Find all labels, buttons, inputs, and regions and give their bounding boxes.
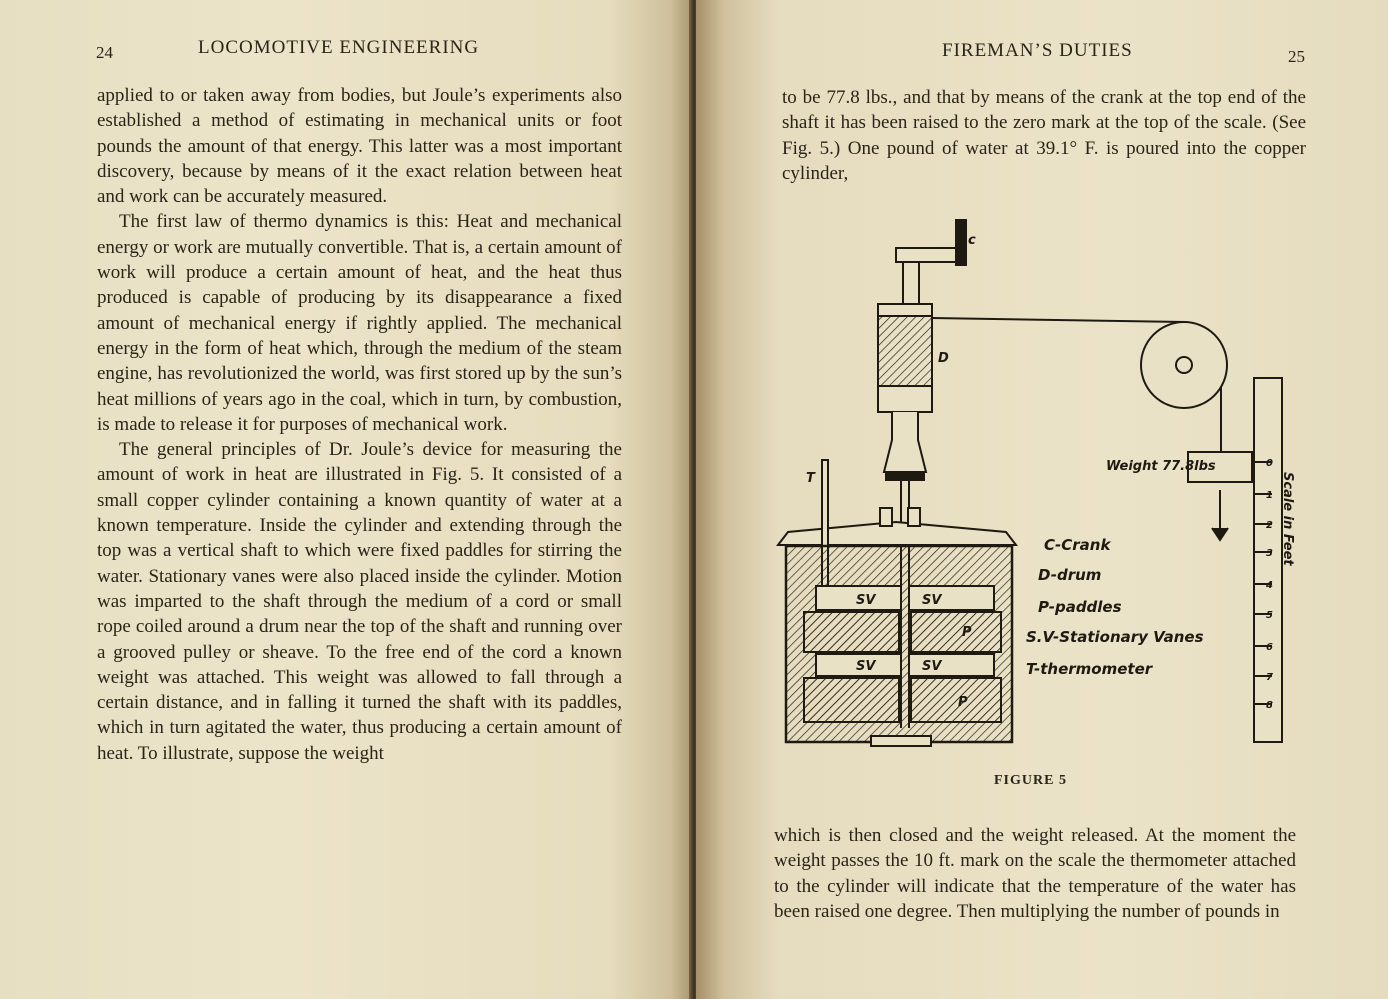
joule-apparatus-diagram <box>776 210 1316 770</box>
label-vane: SV <box>922 593 942 608</box>
legend-item: C-Crank <box>1044 536 1111 554</box>
scale-tick-label: 1 <box>1266 490 1273 501</box>
label-thermometer: T <box>806 471 815 486</box>
legend-item: T-thermometer <box>1026 660 1153 678</box>
label-vane: SV <box>856 659 876 674</box>
label-drum: D <box>938 351 949 366</box>
pulley <box>1141 322 1227 408</box>
running-head: FIREMAN’S DUTIES <box>942 40 1133 61</box>
scale-tick-label: 0 <box>1266 458 1273 469</box>
drum <box>878 304 932 412</box>
scale-in-feet <box>1254 378 1282 742</box>
legend-item: P-paddles <box>1038 598 1122 616</box>
figure-5 <box>776 210 1316 770</box>
legend-item: D-drum <box>1038 566 1102 584</box>
paragraph: applied to or taken away from bodies, but Joule’s experiments also established a method of estimating in mechanical units or foot pounds the amount of that energy. This latter was a most important discovery, because by means of it the exact relation between heat and work can be accurately measured. <box>97 85 622 208</box>
scale-tick-label: 4 <box>1266 580 1273 591</box>
scale-tick-label: 3 <box>1266 548 1273 559</box>
scale-tick-label: 8 <box>1266 700 1273 711</box>
scale-tick-label: 2 <box>1266 520 1273 531</box>
scale-tick-label: 7 <box>1266 672 1273 683</box>
page-number: 25 <box>1288 47 1305 66</box>
cylinder-lid <box>778 508 1016 545</box>
left-page <box>0 0 692 999</box>
body-text <box>97 83 622 766</box>
figure-caption: FIGURE 5 <box>994 773 1067 788</box>
legend-item: S.V-Stationary Vanes <box>1026 628 1204 646</box>
label-crank: c <box>968 233 976 248</box>
scale-tick-label: 6 <box>1266 642 1273 653</box>
body-text-bottom <box>774 823 1296 924</box>
label-scale: Scale in Feet <box>1280 472 1295 566</box>
paragraph: The first law of thermo dynamics is this: Heat and mechanical energy or work are mutually convertible. That is, a certain amount of work will produce a certain amount of heat, and the heat thus produced is capable of producing by its disappearance a fixed amount of mechanical energy if rightly applied. The mechanical energy in the form of heat which, through the medium of the steam engine, has revolutionized the world, was first stored up by the sun’s heat millions of years ago in the coal, which in turn, by combustion, is made to release it for purposes of mechanical work. <box>97 211 622 435</box>
page-number: 24 <box>96 43 113 62</box>
label-weight: Weight 77.8lbs <box>1106 459 1216 474</box>
label-paddle: P <box>962 625 972 640</box>
label-paddle: P <box>958 695 968 710</box>
right-page <box>696 0 1388 999</box>
cord <box>932 318 1186 322</box>
paragraph: The general principles of Dr. Joule’s device for measuring the amount of work in heat are illustrated in Fig. 5. It consisted of a small copper cylinder containing a known quantity of water at a known temperature. Inside the cylinder and extending through the top was a vertical shaft to which were fixed paddles for stirring the water. Stationary vanes were also placed inside the cylinder. Motion was imparted to the shaft through the medium of a cord or small rope coiled around a drum near the top of the shaft and running over a grooved pulley or sheave. To the free end of the cord a known weight was attached. This weight was allowed to fall through a certain distance, and in falling it turned the shaft with its paddles, which in turn agitated the water, thus producing a certain amount of heat. To illustrate, suppose the weight <box>97 439 622 764</box>
body-text-top <box>782 85 1306 186</box>
copper-cylinder <box>786 546 1012 746</box>
crank <box>896 220 966 304</box>
label-vane: SV <box>922 659 942 674</box>
scale-tick-label: 5 <box>1266 610 1273 621</box>
paragraph: which is then closed and the weight released. At the moment the weight passes the 10 ft. mark on the scale the thermometer attached to the cylinder will indicate that the temperature of the water has been raised one degree. Then multiplying the number of pounds in <box>774 825 1296 922</box>
paragraph: to be 77.8 lbs., and that by means of the crank at the top end of the shaft it has been raised to the zero mark at the top of the scale. (See Fig. 5.) One pound of water at 39.1° F. is poured into the copper cylinder, <box>782 87 1306 184</box>
label-vane: SV <box>856 593 876 608</box>
running-head: LOCOMOTIVE ENGINEERING <box>198 37 480 58</box>
